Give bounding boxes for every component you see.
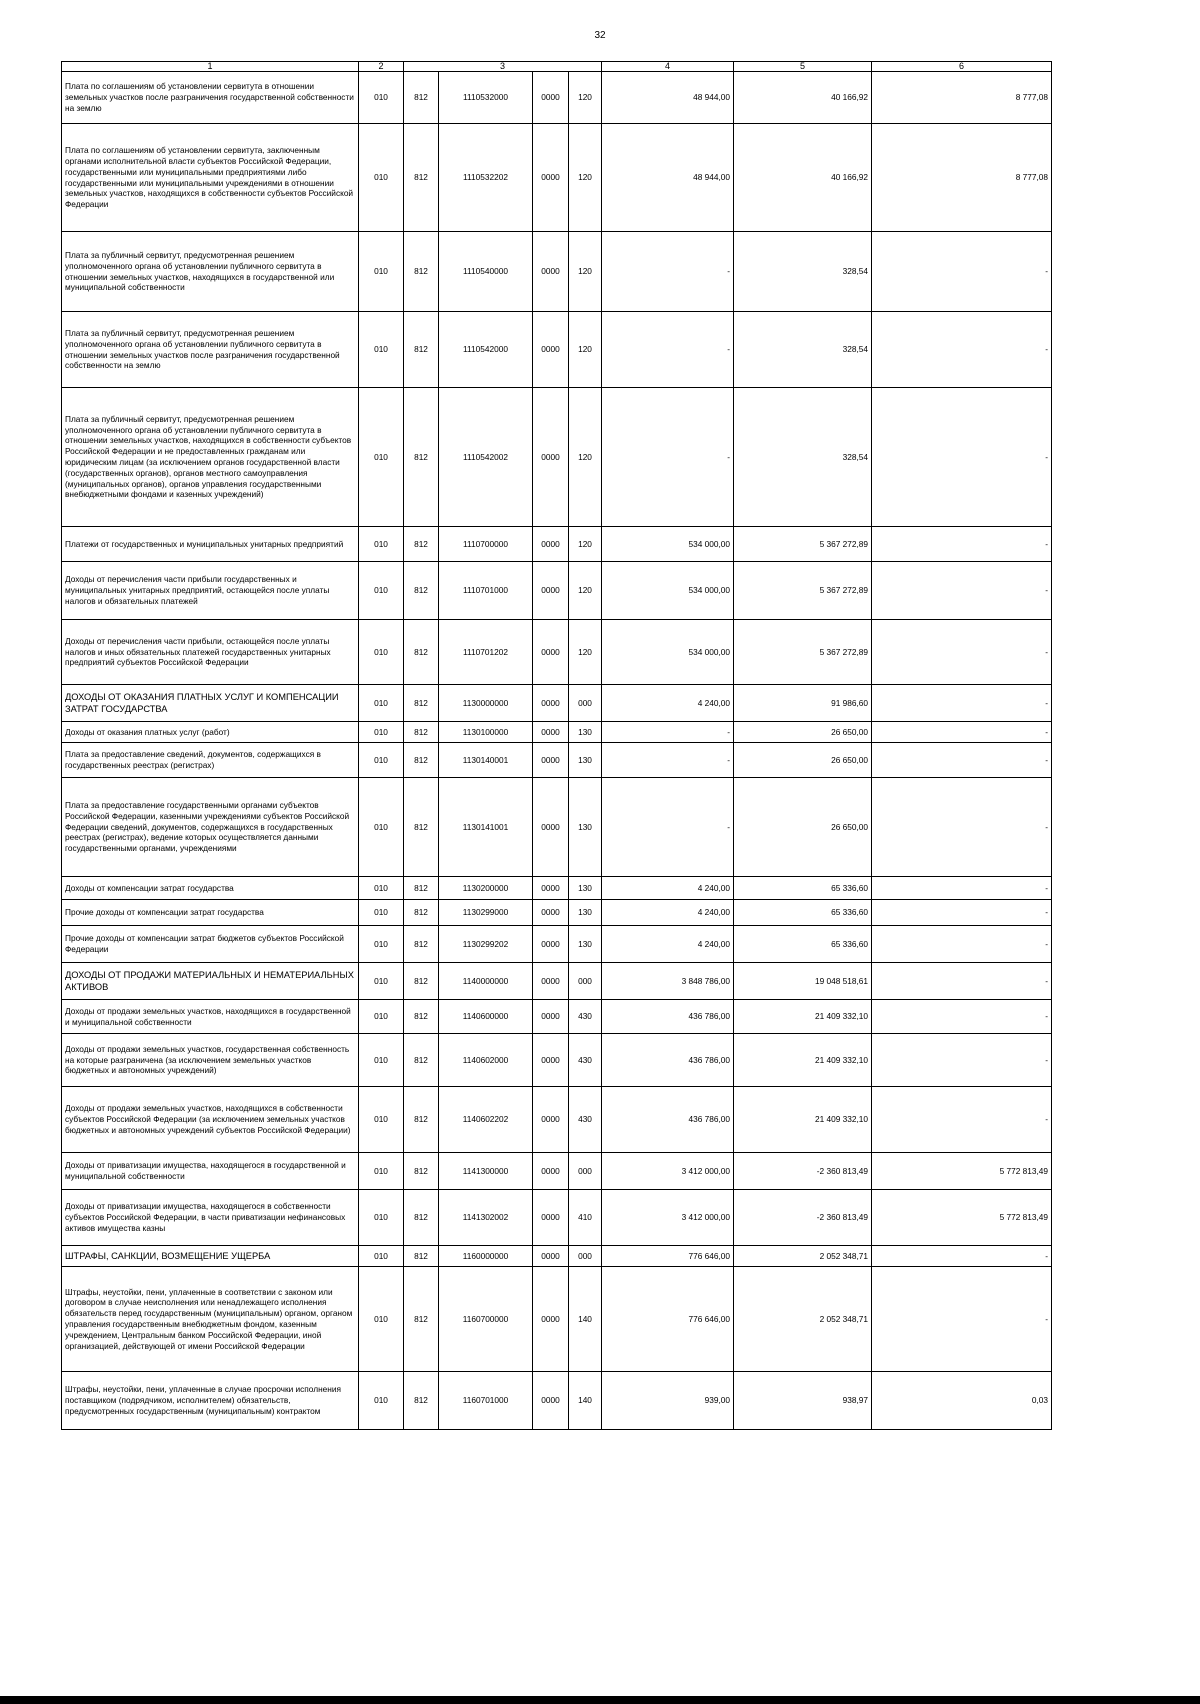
admin-code: 812: [404, 1190, 439, 1246]
value-col-6: -: [872, 963, 1052, 1000]
section-code: 010: [359, 1087, 404, 1153]
program-code: 0000: [533, 388, 569, 527]
row-name: Плата за публичный сервитут, предусмотренная решением уполномоченного органа об установлении публичного сервитута в отношении земельных участков после разграничения государственной собственности на землю: [62, 312, 359, 388]
kbk-code: 1130100000: [439, 722, 533, 743]
value-col-6: -: [872, 1000, 1052, 1034]
section-code: 010: [359, 926, 404, 963]
table-row: [62, 1034, 1052, 1087]
kbk-code: 1110542000: [439, 312, 533, 388]
value-col-4: -: [602, 388, 734, 527]
program-code: 0000: [533, 685, 569, 722]
table-body: [62, 72, 1052, 1430]
section-code: 010: [359, 527, 404, 562]
section-code: 010: [359, 1372, 404, 1430]
admin-code: 812: [404, 926, 439, 963]
kosgu-code: 130: [569, 722, 602, 743]
admin-code: 812: [404, 1153, 439, 1190]
value-col-6: -: [872, 312, 1052, 388]
value-col-6: -: [872, 900, 1052, 926]
program-code: 0000: [533, 963, 569, 1000]
value-col-5: 938,97: [734, 1372, 872, 1430]
value-col-5: 5 367 272,89: [734, 620, 872, 685]
section-code: 010: [359, 232, 404, 312]
kbk-code: 1110532000: [439, 72, 533, 124]
section-code: 010: [359, 1153, 404, 1190]
value-col-4: 3 412 000,00: [602, 1190, 734, 1246]
admin-code: 812: [404, 877, 439, 900]
value-col-6: -: [872, 620, 1052, 685]
value-col-5: 21 409 332,10: [734, 1087, 872, 1153]
row-name: Доходы от продажи земельных участков, находящихся в собственности субъектов Российской Федерации (за исключением земельных участков бюджетных и автономных учреждений субъектов Российской Федерации): [62, 1087, 359, 1153]
value-col-4: 776 646,00: [602, 1246, 734, 1267]
section-code: 010: [359, 124, 404, 232]
program-code: 0000: [533, 1034, 569, 1087]
table-row: [62, 1246, 1052, 1267]
table-row: [62, 900, 1052, 926]
kosgu-code: 000: [569, 1153, 602, 1190]
value-col-6: -: [872, 388, 1052, 527]
program-code: 0000: [533, 743, 569, 778]
row-name: ДОХОДЫ ОТ ОКАЗАНИЯ ПЛАТНЫХ УСЛУГ И КОМПЕНСАЦИИ ЗАТРАТ ГОСУДАРСТВА: [62, 685, 359, 722]
value-col-5: 21 409 332,10: [734, 1034, 872, 1087]
value-col-5: 5 367 272,89: [734, 527, 872, 562]
kbk-code: 1160000000: [439, 1246, 533, 1267]
admin-code: 812: [404, 778, 439, 877]
section-code: 010: [359, 778, 404, 877]
value-col-4: 4 240,00: [602, 926, 734, 963]
kosgu-code: 120: [569, 312, 602, 388]
table-row: [62, 124, 1052, 232]
program-code: 0000: [533, 1267, 569, 1372]
value-col-6: 5 772 813,49: [872, 1190, 1052, 1246]
value-col-4: 776 646,00: [602, 1267, 734, 1372]
table-row: [62, 232, 1052, 312]
value-col-5: 328,54: [734, 232, 872, 312]
table-row: [62, 1190, 1052, 1246]
admin-code: 812: [404, 1000, 439, 1034]
admin-code: 812: [404, 527, 439, 562]
program-code: 0000: [533, 124, 569, 232]
section-code: 010: [359, 1267, 404, 1372]
value-col-4: 4 240,00: [602, 900, 734, 926]
program-code: 0000: [533, 1087, 569, 1153]
section-code: 010: [359, 620, 404, 685]
value-col-4: -: [602, 778, 734, 877]
program-code: 0000: [533, 1000, 569, 1034]
value-col-4: 48 944,00: [602, 72, 734, 124]
value-col-4: -: [602, 722, 734, 743]
header-col-3: 3: [404, 62, 602, 72]
table-row: [62, 312, 1052, 388]
value-col-5: -2 360 813,49: [734, 1190, 872, 1246]
table-row: [62, 1000, 1052, 1034]
value-col-6: -: [872, 1034, 1052, 1087]
value-col-6: -: [872, 926, 1052, 963]
row-name: Прочие доходы от компенсации затрат государства: [62, 900, 359, 926]
value-col-5: -2 360 813,49: [734, 1153, 872, 1190]
kosgu-code: 120: [569, 620, 602, 685]
kosgu-code: 130: [569, 900, 602, 926]
kbk-code: 1110542002: [439, 388, 533, 527]
admin-code: 812: [404, 312, 439, 388]
value-col-4: 534 000,00: [602, 562, 734, 620]
kosgu-code: 130: [569, 877, 602, 900]
kosgu-code: 000: [569, 685, 602, 722]
program-code: 0000: [533, 877, 569, 900]
value-col-6: -: [872, 685, 1052, 722]
row-name: Доходы от продажи земельных участков, находящихся в государственной и муниципальной собственности: [62, 1000, 359, 1034]
value-col-6: -: [872, 1087, 1052, 1153]
value-col-6: -: [872, 527, 1052, 562]
value-col-5: 26 650,00: [734, 778, 872, 877]
kbk-code: 1130000000: [439, 685, 533, 722]
program-code: 0000: [533, 312, 569, 388]
table-row: [62, 1372, 1052, 1430]
admin-code: 812: [404, 685, 439, 722]
row-name: Доходы от приватизации имущества, находящегося в собственности субъектов Российской Федерации, в части приватизации нефинансовых активов имущества казны: [62, 1190, 359, 1246]
kbk-code: 1110701000: [439, 562, 533, 620]
kbk-code: 1141302002: [439, 1190, 533, 1246]
value-col-5: 40 166,92: [734, 72, 872, 124]
value-col-4: 436 786,00: [602, 1087, 734, 1153]
admin-code: 812: [404, 232, 439, 312]
revenue-table: [61, 61, 1052, 1430]
row-name: Доходы от перечисления части прибыли, остающейся после уплаты налогов и иных обязательных платежей государственных унитарных предприятий субъектов Российской Федерации: [62, 620, 359, 685]
kbk-code: 1130299000: [439, 900, 533, 926]
kbk-code: 1110532202: [439, 124, 533, 232]
admin-code: 812: [404, 1267, 439, 1372]
kosgu-code: 000: [569, 963, 602, 1000]
section-code: 010: [359, 1034, 404, 1087]
kosgu-code: 120: [569, 388, 602, 527]
admin-code: 812: [404, 963, 439, 1000]
section-code: 010: [359, 388, 404, 527]
value-col-4: 534 000,00: [602, 527, 734, 562]
row-name: Платежи от государственных и муниципальных унитарных предприятий: [62, 527, 359, 562]
table-row: [62, 1153, 1052, 1190]
page-number: 32: [594, 30, 606, 41]
header-row: [62, 62, 1052, 72]
kosgu-code: 410: [569, 1190, 602, 1246]
kosgu-code: 130: [569, 926, 602, 963]
value-col-6: 0,03: [872, 1372, 1052, 1430]
kosgu-code: 000: [569, 1246, 602, 1267]
value-col-6: -: [872, 778, 1052, 877]
table-row: [62, 1087, 1052, 1153]
table-row: [62, 685, 1052, 722]
row-name: Доходы от продажи земельных участков, государственная собственность на которые разграничена (за исключением земельных участков бюджетных и автономных учреждений): [62, 1034, 359, 1087]
row-name: Штрафы, неустойки, пени, уплаченные в соответствии с законом или договором в случае неисполнения или ненадлежащего исполнения обязательств перед государственным (муниципальным) органом, органом управления государственным внебюджетным фондом, казенным учреждением, Центральным банком Российской Федерации, иной организацией, действующей от имени Российской Федерации: [62, 1267, 359, 1372]
kbk-code: 1140000000: [439, 963, 533, 1000]
admin-code: 812: [404, 1034, 439, 1087]
row-name: Штрафы, неустойки, пени, уплаченные в случае просрочки исполнения поставщиком (подрядчиком, исполнителем) обязательств, предусмотренных государственным (муниципальным) контрактом: [62, 1372, 359, 1430]
program-code: 0000: [533, 1372, 569, 1430]
value-col-6: -: [872, 722, 1052, 743]
value-col-4: 939,00: [602, 1372, 734, 1430]
kosgu-code: 430: [569, 1034, 602, 1087]
value-col-5: 65 336,60: [734, 900, 872, 926]
program-code: 0000: [533, 1153, 569, 1190]
section-code: 010: [359, 1246, 404, 1267]
table-row: [62, 620, 1052, 685]
value-col-4: 3 848 786,00: [602, 963, 734, 1000]
admin-code: 812: [404, 1246, 439, 1267]
program-code: 0000: [533, 1246, 569, 1267]
kosgu-code: 140: [569, 1372, 602, 1430]
row-name: Плата за предоставление государственными органами субъектов Российской Федерации, казенными учреждениями субъектов Российской Федерации сведений, документов, содержащихся в государственных реестрах (регистрах), ведение которых осуществляется данными государственными органами, учреждениями: [62, 778, 359, 877]
table-row: [62, 388, 1052, 527]
row-name: Плата по соглашениям об установлении сервитута, заключенным органами исполнительной власти субъектов Российской Федерации, государственными или муниципальными предприятиями либо государственными или муниципальными учреждениями в отношении земельных участков, находящихся в собственности субъектов Российской Федерации: [62, 124, 359, 232]
table-row: [62, 877, 1052, 900]
section-code: 010: [359, 1190, 404, 1246]
value-col-5: 328,54: [734, 388, 872, 527]
program-code: 0000: [533, 900, 569, 926]
program-code: 0000: [533, 778, 569, 877]
value-col-6: -: [872, 232, 1052, 312]
value-col-4: 436 786,00: [602, 1000, 734, 1034]
program-code: 0000: [533, 620, 569, 685]
admin-code: 812: [404, 72, 439, 124]
row-name: Прочие доходы от компенсации затрат бюджетов субъектов Российской Федерации: [62, 926, 359, 963]
header-col-1: 1: [62, 62, 359, 72]
kbk-code: 1130299202: [439, 926, 533, 963]
value-col-6: -: [872, 877, 1052, 900]
section-code: 010: [359, 72, 404, 124]
kosgu-code: 430: [569, 1087, 602, 1153]
scan-bottom-edge: [0, 1696, 1200, 1704]
row-name: Плата за предоставление сведений, документов, содержащихся в государственных реестрах (регистрах): [62, 743, 359, 778]
value-col-4: 3 412 000,00: [602, 1153, 734, 1190]
value-col-4: -: [602, 232, 734, 312]
kosgu-code: 120: [569, 527, 602, 562]
program-code: 0000: [533, 232, 569, 312]
row-name: Доходы от перечисления части прибыли государственных и муниципальных унитарных предприятий, остающейся после уплаты налогов и обязательных платежей: [62, 562, 359, 620]
kbk-code: 1140602202: [439, 1087, 533, 1153]
row-name: Доходы от приватизации имущества, находящегося в государственной и муниципальной собственности: [62, 1153, 359, 1190]
kbk-code: 1130141001: [439, 778, 533, 877]
value-col-6: -: [872, 1246, 1052, 1267]
header-col-2: 2: [359, 62, 404, 72]
value-col-5: 26 650,00: [734, 722, 872, 743]
value-col-5: 328,54: [734, 312, 872, 388]
table-row: [62, 1267, 1052, 1372]
admin-code: 812: [404, 388, 439, 527]
kbk-code: 1141300000: [439, 1153, 533, 1190]
value-col-6: 8 777,08: [872, 124, 1052, 232]
section-code: 010: [359, 743, 404, 778]
admin-code: 812: [404, 1372, 439, 1430]
section-code: 010: [359, 562, 404, 620]
table-row: [62, 926, 1052, 963]
table-row: [62, 743, 1052, 778]
admin-code: 812: [404, 1087, 439, 1153]
program-code: 0000: [533, 527, 569, 562]
value-col-5: 26 650,00: [734, 743, 872, 778]
section-code: 010: [359, 900, 404, 926]
value-col-4: -: [602, 743, 734, 778]
program-code: 0000: [533, 72, 569, 124]
kbk-code: 1130140001: [439, 743, 533, 778]
row-name: Плата за публичный сервитут, предусмотренная решением уполномоченного органа об установлении публичного сервитута в отношении земельных участков, находящихся в собственности субъектов Российской Федерации и не предоставленных гражданам или юридическим лицам (за исключением органов государственной власти (государственных органов), органов местного самоуправления (муниципальных органов), органов управления государственными внебюджетными фондами и казенных учреждений): [62, 388, 359, 527]
program-code: 0000: [533, 1190, 569, 1246]
value-col-5: 40 166,92: [734, 124, 872, 232]
kosgu-code: 140: [569, 1267, 602, 1372]
kosgu-code: 120: [569, 124, 602, 232]
header-col-6: 6: [872, 62, 1052, 72]
table-row: [62, 722, 1052, 743]
kbk-code: 1160701000: [439, 1372, 533, 1430]
row-name: ДОХОДЫ ОТ ПРОДАЖИ МАТЕРИАЛЬНЫХ И НЕМАТЕРИАЛЬНЫХ АКТИВОВ: [62, 963, 359, 1000]
admin-code: 812: [404, 722, 439, 743]
kbk-code: 1140602000: [439, 1034, 533, 1087]
kbk-code: 1130200000: [439, 877, 533, 900]
row-name: Доходы от оказания платных услуг (работ): [62, 722, 359, 743]
header-col-4: 4: [602, 62, 734, 72]
table-row: [62, 72, 1052, 124]
value-col-6: 5 772 813,49: [872, 1153, 1052, 1190]
admin-code: 812: [404, 124, 439, 232]
admin-code: 812: [404, 620, 439, 685]
table-row: [62, 527, 1052, 562]
value-col-5: 65 336,60: [734, 926, 872, 963]
kosgu-code: 130: [569, 743, 602, 778]
kosgu-code: 120: [569, 562, 602, 620]
value-col-5: 19 048 518,61: [734, 963, 872, 1000]
row-name: ШТРАФЫ, САНКЦИИ, ВОЗМЕЩЕНИЕ УЩЕРБА: [62, 1246, 359, 1267]
section-code: 010: [359, 963, 404, 1000]
kbk-code: 1140600000: [439, 1000, 533, 1034]
program-code: 0000: [533, 926, 569, 963]
value-col-5: 65 336,60: [734, 877, 872, 900]
kosgu-code: 120: [569, 72, 602, 124]
value-col-4: 4 240,00: [602, 877, 734, 900]
value-col-5: 5 367 272,89: [734, 562, 872, 620]
value-col-4: 436 786,00: [602, 1034, 734, 1087]
table-row: [62, 963, 1052, 1000]
kbk-code: 1110700000: [439, 527, 533, 562]
admin-code: 812: [404, 900, 439, 926]
section-code: 010: [359, 312, 404, 388]
kosgu-code: 430: [569, 1000, 602, 1034]
kbk-code: 1110540000: [439, 232, 533, 312]
section-code: 010: [359, 722, 404, 743]
value-col-4: -: [602, 312, 734, 388]
admin-code: 812: [404, 743, 439, 778]
admin-code: 812: [404, 562, 439, 620]
value-col-5: 21 409 332,10: [734, 1000, 872, 1034]
kosgu-code: 130: [569, 778, 602, 877]
value-col-4: 4 240,00: [602, 685, 734, 722]
section-code: 010: [359, 1000, 404, 1034]
table-row: [62, 562, 1052, 620]
header-col-5: 5: [734, 62, 872, 72]
kosgu-code: 120: [569, 232, 602, 312]
program-code: 0000: [533, 562, 569, 620]
value-col-6: -: [872, 1267, 1052, 1372]
value-col-5: 91 986,60: [734, 685, 872, 722]
value-col-6: -: [872, 562, 1052, 620]
program-code: 0000: [533, 722, 569, 743]
value-col-4: 534 000,00: [602, 620, 734, 685]
row-name: Плата за публичный сервитут, предусмотренная решением уполномоченного органа об установлении публичного сервитута в отношении земельных участков, находящихся в государственной или муниципальной собственности: [62, 232, 359, 312]
value-col-6: 8 777,08: [872, 72, 1052, 124]
section-code: 010: [359, 877, 404, 900]
value-col-6: -: [872, 743, 1052, 778]
kbk-code: 1110701202: [439, 620, 533, 685]
value-col-5: 2 052 348,71: [734, 1246, 872, 1267]
section-code: 010: [359, 685, 404, 722]
kbk-code: 1160700000: [439, 1267, 533, 1372]
value-col-4: 48 944,00: [602, 124, 734, 232]
row-name: Доходы от компенсации затрат государства: [62, 877, 359, 900]
row-name: Плата по соглашениям об установлении сервитута в отношении земельных участков после разграничения государственной собственности на землю: [62, 72, 359, 124]
table-row: [62, 778, 1052, 877]
value-col-5: 2 052 348,71: [734, 1267, 872, 1372]
